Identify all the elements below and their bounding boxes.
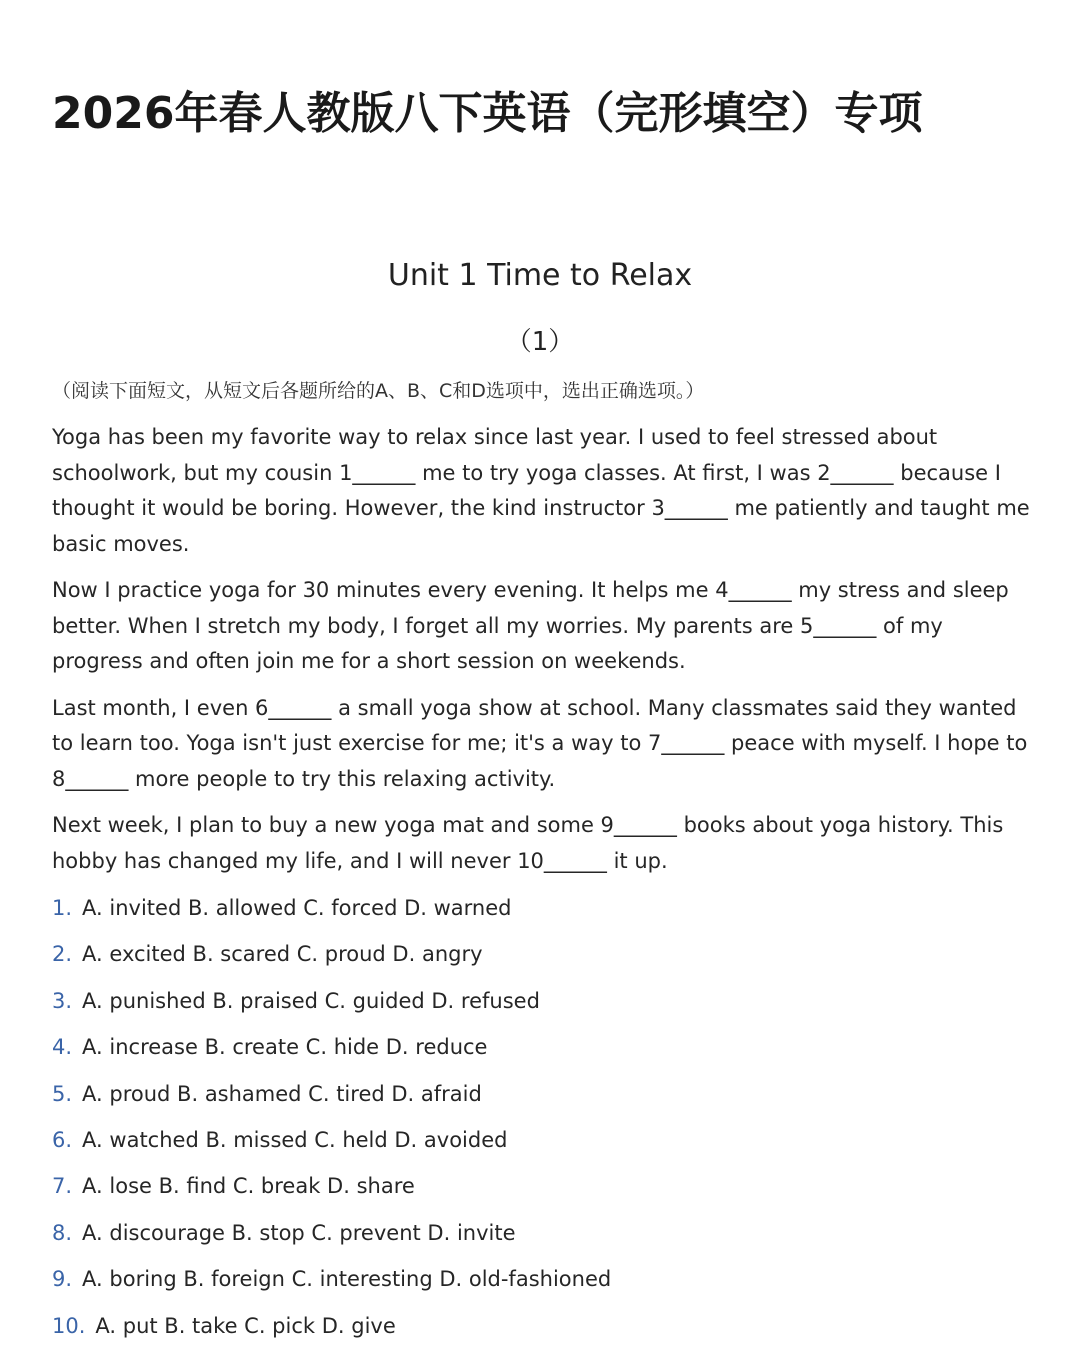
document-title: 2026年春人教版八下英语（完形填空）专项 — [52, 88, 923, 139]
question-options: A. punished B. praised C. guided D. refused — [82, 988, 540, 1013]
question-options: A. proud B. ashamed C. tired D. afraid — [82, 1081, 482, 1106]
question-options: A. invited B. allowed C. forced D. warned — [82, 896, 512, 920]
question-item — [52, 1308, 1037, 1354]
question-options: A. increase B. create C. hide D. reduce — [82, 1035, 488, 1060]
passage-paragraph-1: Yoga has been my favorite way to relax since last year. I used to feel stressed about schoolwork, but my cousin 1______ me to try yoga classes. At first, I was 2______ because I thought it would be boring. However, the kind instructor 3______ me patiently and taught me basic moves. — [52, 425, 1030, 556]
section-number: （1） — [505, 327, 575, 357]
instruction-text: （阅读下面短文，从短文后各题所给的A、B、C和D选项中，选出正确选项。） — [52, 380, 705, 402]
question-number: 7. — [52, 1174, 73, 1199]
question-item — [52, 936, 1037, 982]
question-item — [52, 1076, 1037, 1122]
question-number: 5. — [52, 1081, 73, 1106]
question-options: A. boring B. foreign C. interesting D. old-fashioned — [82, 1267, 612, 1292]
question-item — [52, 1215, 1037, 1261]
question-options: A. discourage B. stop C. prevent D. invite — [82, 1220, 516, 1245]
question-number: 2. — [52, 942, 73, 967]
question-item — [52, 1168, 1037, 1214]
question-number: 10. — [52, 1313, 86, 1338]
question-options: A. put B. take C. pick D. give — [95, 1313, 396, 1338]
question-number: 4. — [52, 1035, 73, 1060]
question-options: A. lose B. find C. break D. share — [82, 1174, 415, 1199]
unit-title: Unit 1 Time to Relax — [387, 258, 693, 293]
question-item — [52, 1261, 1037, 1307]
question-number: 9. — [52, 1267, 73, 1292]
question-list — [52, 890, 1037, 1354]
question-item — [52, 983, 1037, 1029]
question-item — [52, 1029, 1037, 1075]
cloze-passage — [52, 420, 1037, 890]
passage-paragraph-2: Now I practice yoga for 30 minutes every evening. It helps me 4______ my stress and sleep better. When I stretch my body, I forget all my worries. My parents are 5______ of my progress and often join me for a short session on weekends. — [52, 578, 1009, 673]
question-number: 6. — [52, 1127, 73, 1152]
question-number: 1. — [52, 896, 73, 920]
question-item — [52, 1122, 1037, 1168]
question-options: A. excited B. scared C. proud D. angry — [82, 942, 483, 967]
question-number: 3. — [52, 988, 73, 1013]
question-options: A. watched B. missed C. held D. avoided — [82, 1127, 508, 1152]
passage-paragraph-4: Next week, I plan to buy a new yoga mat and some 9______ books about yoga history. This hobby has changed my life, and I will never 10______ it up. — [52, 813, 1004, 873]
question-number: 8. — [52, 1220, 73, 1245]
passage-paragraph-3: Last month, I even 6______ a small yoga show at school. Many classmates said they wanted to learn too. Yoga isn't just exercise for me; it's a way to 7______ peace with myself. I hope to 8______ more people to try this relaxing activity. — [52, 695, 1028, 791]
question-item — [52, 890, 1037, 936]
